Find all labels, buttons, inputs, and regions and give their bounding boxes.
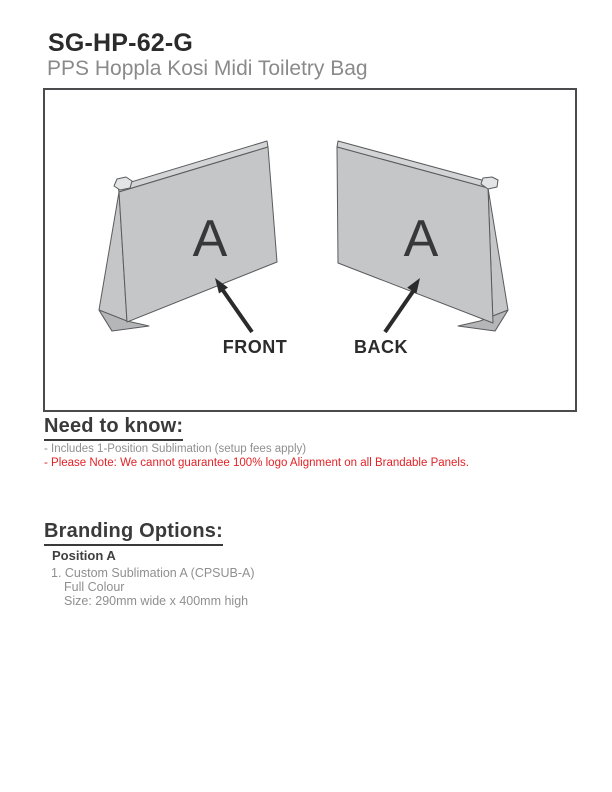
front-arrow-shaft xyxy=(222,289,252,332)
bag-front-zipper-pull-icon xyxy=(114,177,132,190)
front-arrow-icon xyxy=(215,278,252,332)
back-panel-letter: A xyxy=(403,210,439,268)
product-name-subtitle: PPS Hoppla Kosi Midi Toiletry Bag xyxy=(47,57,368,80)
product-code-title: SG-HP-62-G xyxy=(48,29,194,57)
branding-option-line: Full Colour xyxy=(64,580,125,594)
branding-option-line: Size: 290mm wide x 400mm high xyxy=(64,594,249,608)
need-to-know-heading: Need to know: xyxy=(44,415,183,441)
need-to-know-warning-note: - Please Note: We cannot guarantee 100% logo Alignment on all Brandable Panels. xyxy=(44,457,469,469)
need-to-know-note: - Includes 1-Position Sublimation (setup fees apply) xyxy=(44,443,307,455)
product-illustration xyxy=(45,90,575,410)
front-panel-letter: A xyxy=(192,210,228,268)
branding-option-line: 1. Custom Sublimation A (CPSUB-A) xyxy=(51,566,255,580)
branding-options-heading: Branding Options: xyxy=(44,520,223,546)
position-a-heading: Position A xyxy=(52,548,116,563)
front-label: FRONT xyxy=(222,337,288,357)
back-arrow-shaft xyxy=(385,290,414,332)
bag-front-illustration xyxy=(99,141,277,331)
product-illustration-frame xyxy=(43,88,577,412)
back-label: BACK xyxy=(354,337,408,357)
